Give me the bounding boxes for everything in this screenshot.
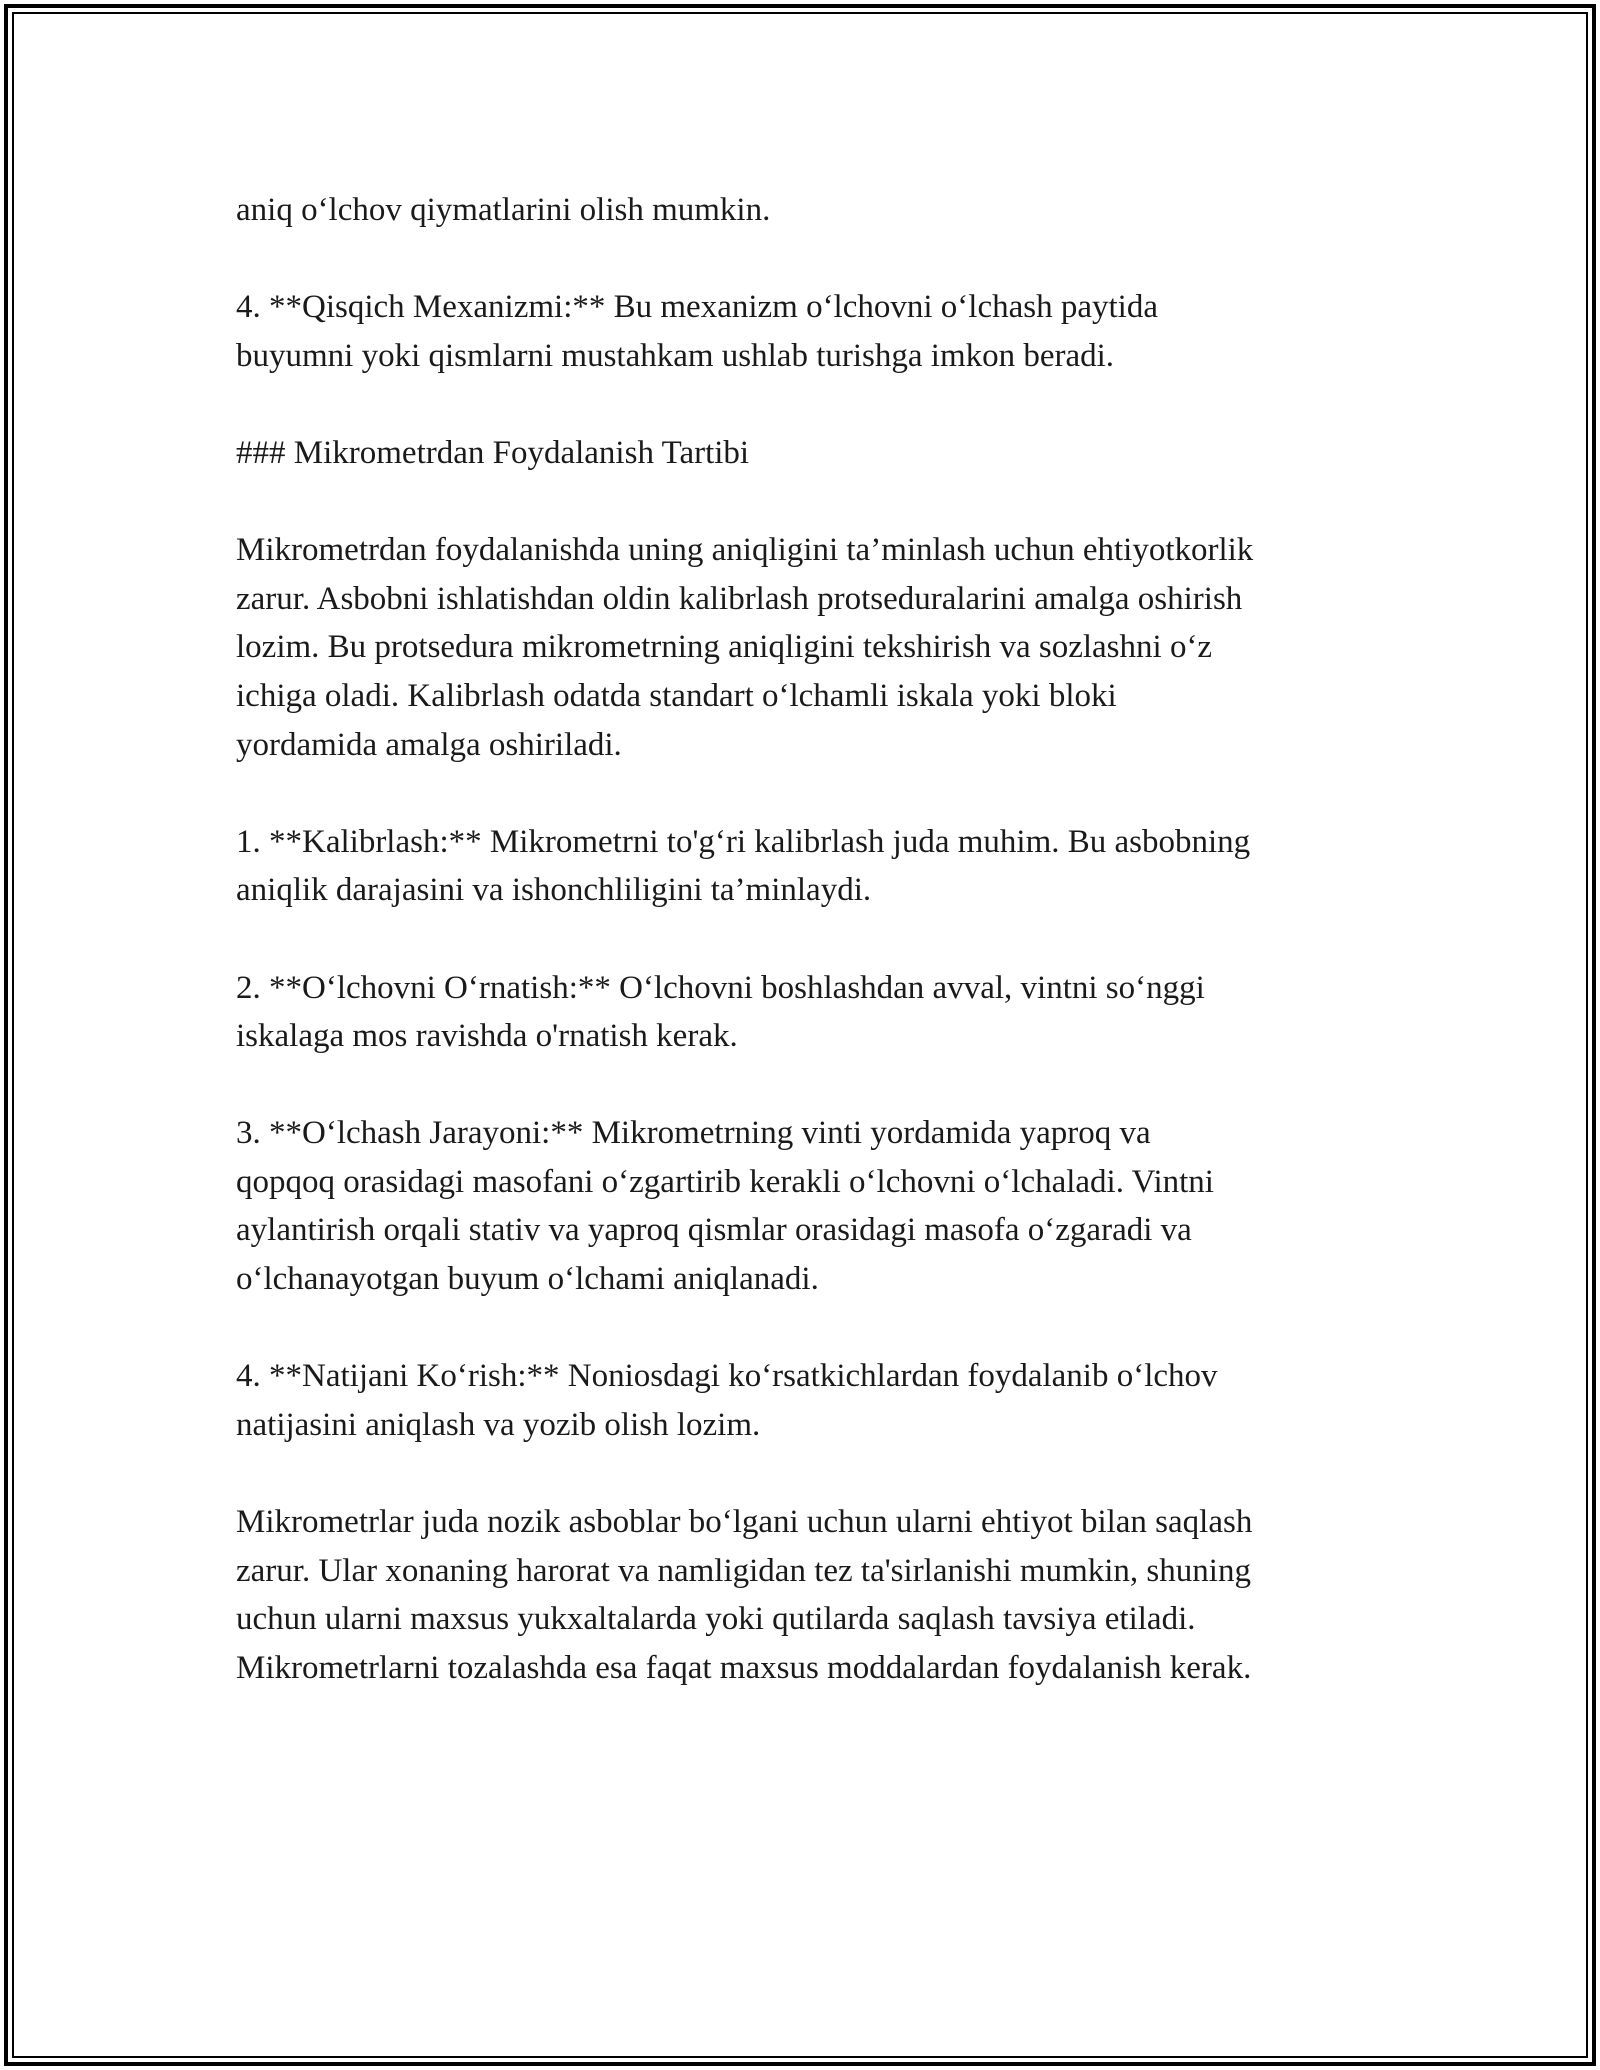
- list-item-setup: [236, 964, 1396, 1061]
- text-line: aniq o‘lchov qiymatlarini olish mumkin.: [236, 192, 771, 228]
- text-line: 4. **Natijani Ko‘rish:** Noniosdagi ko‘rsatkichlardan foydalanib o‘lchov: [236, 1358, 1218, 1395]
- text-line: zarur. Asbobni ishlatishdan oldin kalibrlash protseduralarini amalga oshirish: [236, 580, 1243, 617]
- document-body: [236, 186, 1396, 1741]
- text-line: Mikrometrdan foydalanishda uning aniqligini ta’minlash uchun ehtiyotkorlik: [236, 532, 1254, 569]
- text-line: ichiga oladi. Kalibrlash odatda standart o‘lchamli iskala yoki bloki: [236, 677, 1117, 714]
- text-line: 2. **O‘lchovni O‘rnatish:** O‘lchovni boshlashdan avval, vintni so‘nggi: [236, 969, 1205, 1006]
- text-line: Mikrometrlarni tozalashda esa faqat maxsus moddalardan foydalanish kerak.: [236, 1649, 1252, 1686]
- text-line: 3. **O‘lchash Jarayoni:** Mikrometrning vinti yordamida yaproq va: [236, 1115, 1151, 1152]
- text-line: yordamida amalga oshiriladi.: [236, 726, 622, 763]
- text-line: natijasini aniqlash va yozib olish lozim.: [236, 1406, 761, 1443]
- text-line: 1. **Kalibrlash:** Mikrometrni to'g‘ri kalibrlash juda muhim. Bu asbobning: [236, 823, 1251, 860]
- list-item-measuring: [236, 1109, 1396, 1303]
- list-item-clamp-mechanism: [236, 283, 1396, 380]
- paragraph-usage-intro: [236, 526, 1396, 769]
- text-line: aylantirish orqali stativ va yaproq qismlar orasidagi masofa o‘zgaradi va: [236, 1212, 1192, 1249]
- text-line: 4. **Qisqich Mexanizmi:** Bu mexanizm o‘lchovni o‘lchash paytida: [236, 289, 1158, 326]
- section-heading: [236, 429, 1396, 478]
- text-line: zarur. Ular xonaning harorat va namligidan tez ta'sirlanishi mumkin, shuning: [236, 1552, 1251, 1589]
- text-line: lozim. Bu protsedura mikrometrning aniqligini tekshirish va sozlashni o‘z: [236, 629, 1213, 666]
- heading-text: ### Mikrometrdan Foydalanish Tartibi: [236, 434, 750, 471]
- text-line: qopqoq orasidagi masofani o‘zgartirib kerakli o‘lchovni o‘lchaladi. Vintni: [236, 1163, 1214, 1200]
- text-line: Mikrometrlar juda nozik asboblar bo‘lgani uchun ularni ehtiyot bilan saqlash: [236, 1504, 1253, 1541]
- text-line: o‘lchanayotgan buyum o‘lchami aniqlanadi.: [236, 1261, 819, 1298]
- list-item-calibration: [236, 818, 1396, 915]
- list-item-results: [236, 1352, 1396, 1449]
- text-line: buyumni yoki qismlarni mustahkam ushlab turishga imkon beradi.: [236, 337, 1115, 374]
- text-line: aniqlik darajasini va ishonchliligini ta’minlaydi.: [236, 872, 872, 909]
- paragraph-continuation: [236, 186, 1396, 235]
- text-line: uchun ularni maxsus yukxaltalarda yoki qutilarda saqlash tavsiya etiladi.: [236, 1601, 1196, 1638]
- paragraph-storage: [236, 1498, 1396, 1692]
- text-line: iskalaga mos ravishda o'rnatish kerak.: [236, 1018, 738, 1055]
